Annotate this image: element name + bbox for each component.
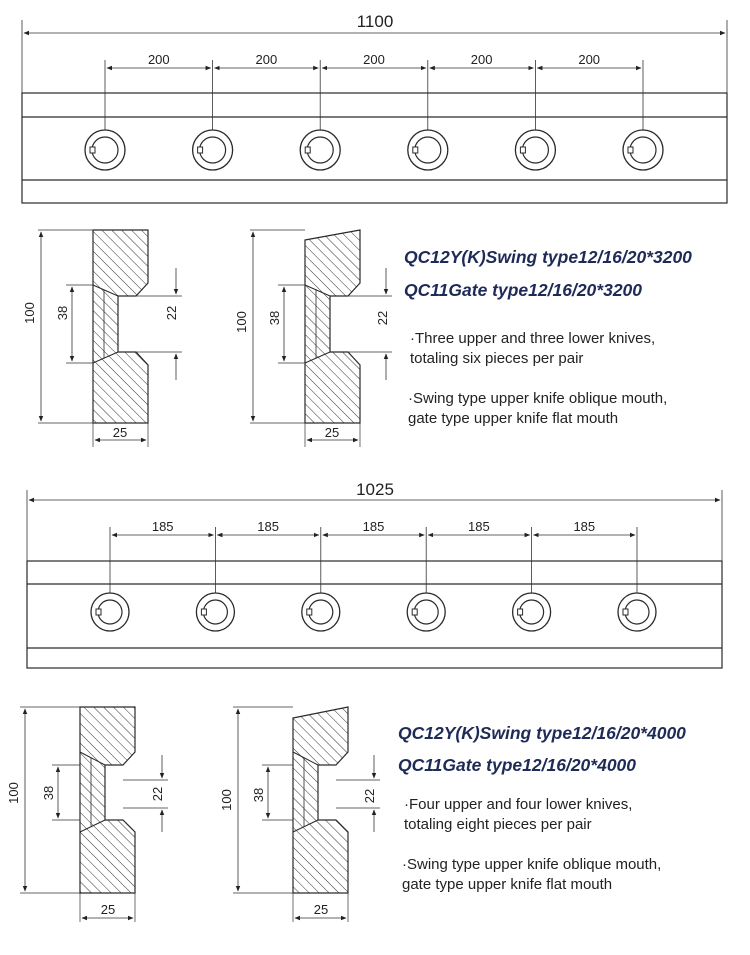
note-mouth-type: [402, 855, 661, 895]
overall-length-label: 1100: [356, 12, 394, 31]
bolt-hole: [85, 130, 125, 170]
slot-width-label: 22: [150, 786, 165, 802]
slot-width-label: 22: [164, 305, 179, 321]
inner-height-label: 38: [41, 785, 56, 801]
spacing-label: 185: [468, 519, 490, 534]
bolt-holes-1: [85, 130, 663, 170]
profile-width-label: 25: [100, 902, 116, 917]
profile-width-label: 25: [313, 902, 329, 917]
model-title-line-1: QC12Y(K)Swing type12/16/20*3200: [404, 247, 692, 267]
spacing-label: 200: [255, 52, 278, 67]
inner-height-label: 38: [267, 310, 282, 326]
profile-height-label: 100: [219, 789, 234, 811]
bolt-hole: [408, 130, 448, 170]
spacing-label: 200: [470, 52, 493, 67]
note-line: ·Swing type upper knife oblique mouth,: [408, 390, 668, 407]
spacing-label: 185: [362, 519, 385, 534]
blade-top-view-1: [22, 93, 727, 203]
profile-flat-mouth-2: [6, 707, 168, 922]
slot-width-label: 22: [375, 310, 390, 326]
bolt-hole: [618, 593, 656, 631]
bolt-holes-2: [91, 593, 656, 631]
note-line: ·Three upper and three lower knives,: [410, 330, 656, 347]
spacing-label: 185: [573, 519, 596, 534]
inner-height-label: 38: [55, 305, 70, 321]
note-line: totaling eight pieces per pair: [404, 816, 592, 833]
bolt-hole: [193, 130, 233, 170]
bolt-hole: [302, 593, 340, 631]
note-line: gate type upper knife flat mouth: [408, 410, 619, 427]
note-line: totaling six pieces per pair: [410, 350, 584, 367]
bolt-hole: [300, 130, 340, 170]
model-title-line-2: QC11Gate type12/16/20*4000: [398, 755, 637, 775]
profile-height-label: 100: [6, 782, 21, 804]
profile-width-label: 25: [324, 425, 340, 440]
profile-oblique-mouth-2: [219, 707, 380, 922]
spacing-label: 185: [257, 519, 279, 534]
bolt-hole: [623, 130, 663, 170]
overall-length-label: 1025: [356, 480, 394, 499]
hole-spacing-dimensions-2: [110, 519, 637, 593]
slot-width-label: 22: [362, 788, 377, 804]
note-line: ·Swing type upper knife oblique mouth,: [402, 856, 662, 873]
bolt-hole: [407, 593, 445, 631]
profile-height-label: 100: [234, 311, 249, 333]
bolt-hole: [513, 593, 551, 631]
bolt-hole: [515, 130, 555, 170]
spacing-label: 185: [151, 519, 174, 534]
inner-height-label: 38: [251, 787, 266, 803]
profile-width-label: 25: [112, 425, 128, 440]
model-title-line-2: QC11Gate type12/16/20*3200: [404, 280, 643, 300]
note-knife-count: [404, 795, 632, 835]
profile-oblique-mouth-1: [234, 230, 392, 447]
bolt-hole: [91, 593, 129, 631]
note-mouth-type: [408, 389, 667, 429]
spacing-label: 200: [147, 52, 170, 67]
bolt-hole: [196, 593, 234, 631]
note-knife-count: [410, 329, 655, 369]
profile-flat-mouth-1: [22, 230, 182, 447]
note-line: gate type upper knife flat mouth: [402, 876, 613, 893]
note-line: ·Four upper and four lower knives,: [404, 796, 633, 813]
spacing-label: 200: [578, 52, 601, 67]
hole-spacing-dimensions-1: [105, 52, 643, 130]
spacing-label: 200: [363, 52, 385, 67]
profile-height-label: 100: [22, 302, 37, 324]
model-title-line-1: QC12Y(K)Swing type12/16/20*4000: [398, 723, 686, 743]
